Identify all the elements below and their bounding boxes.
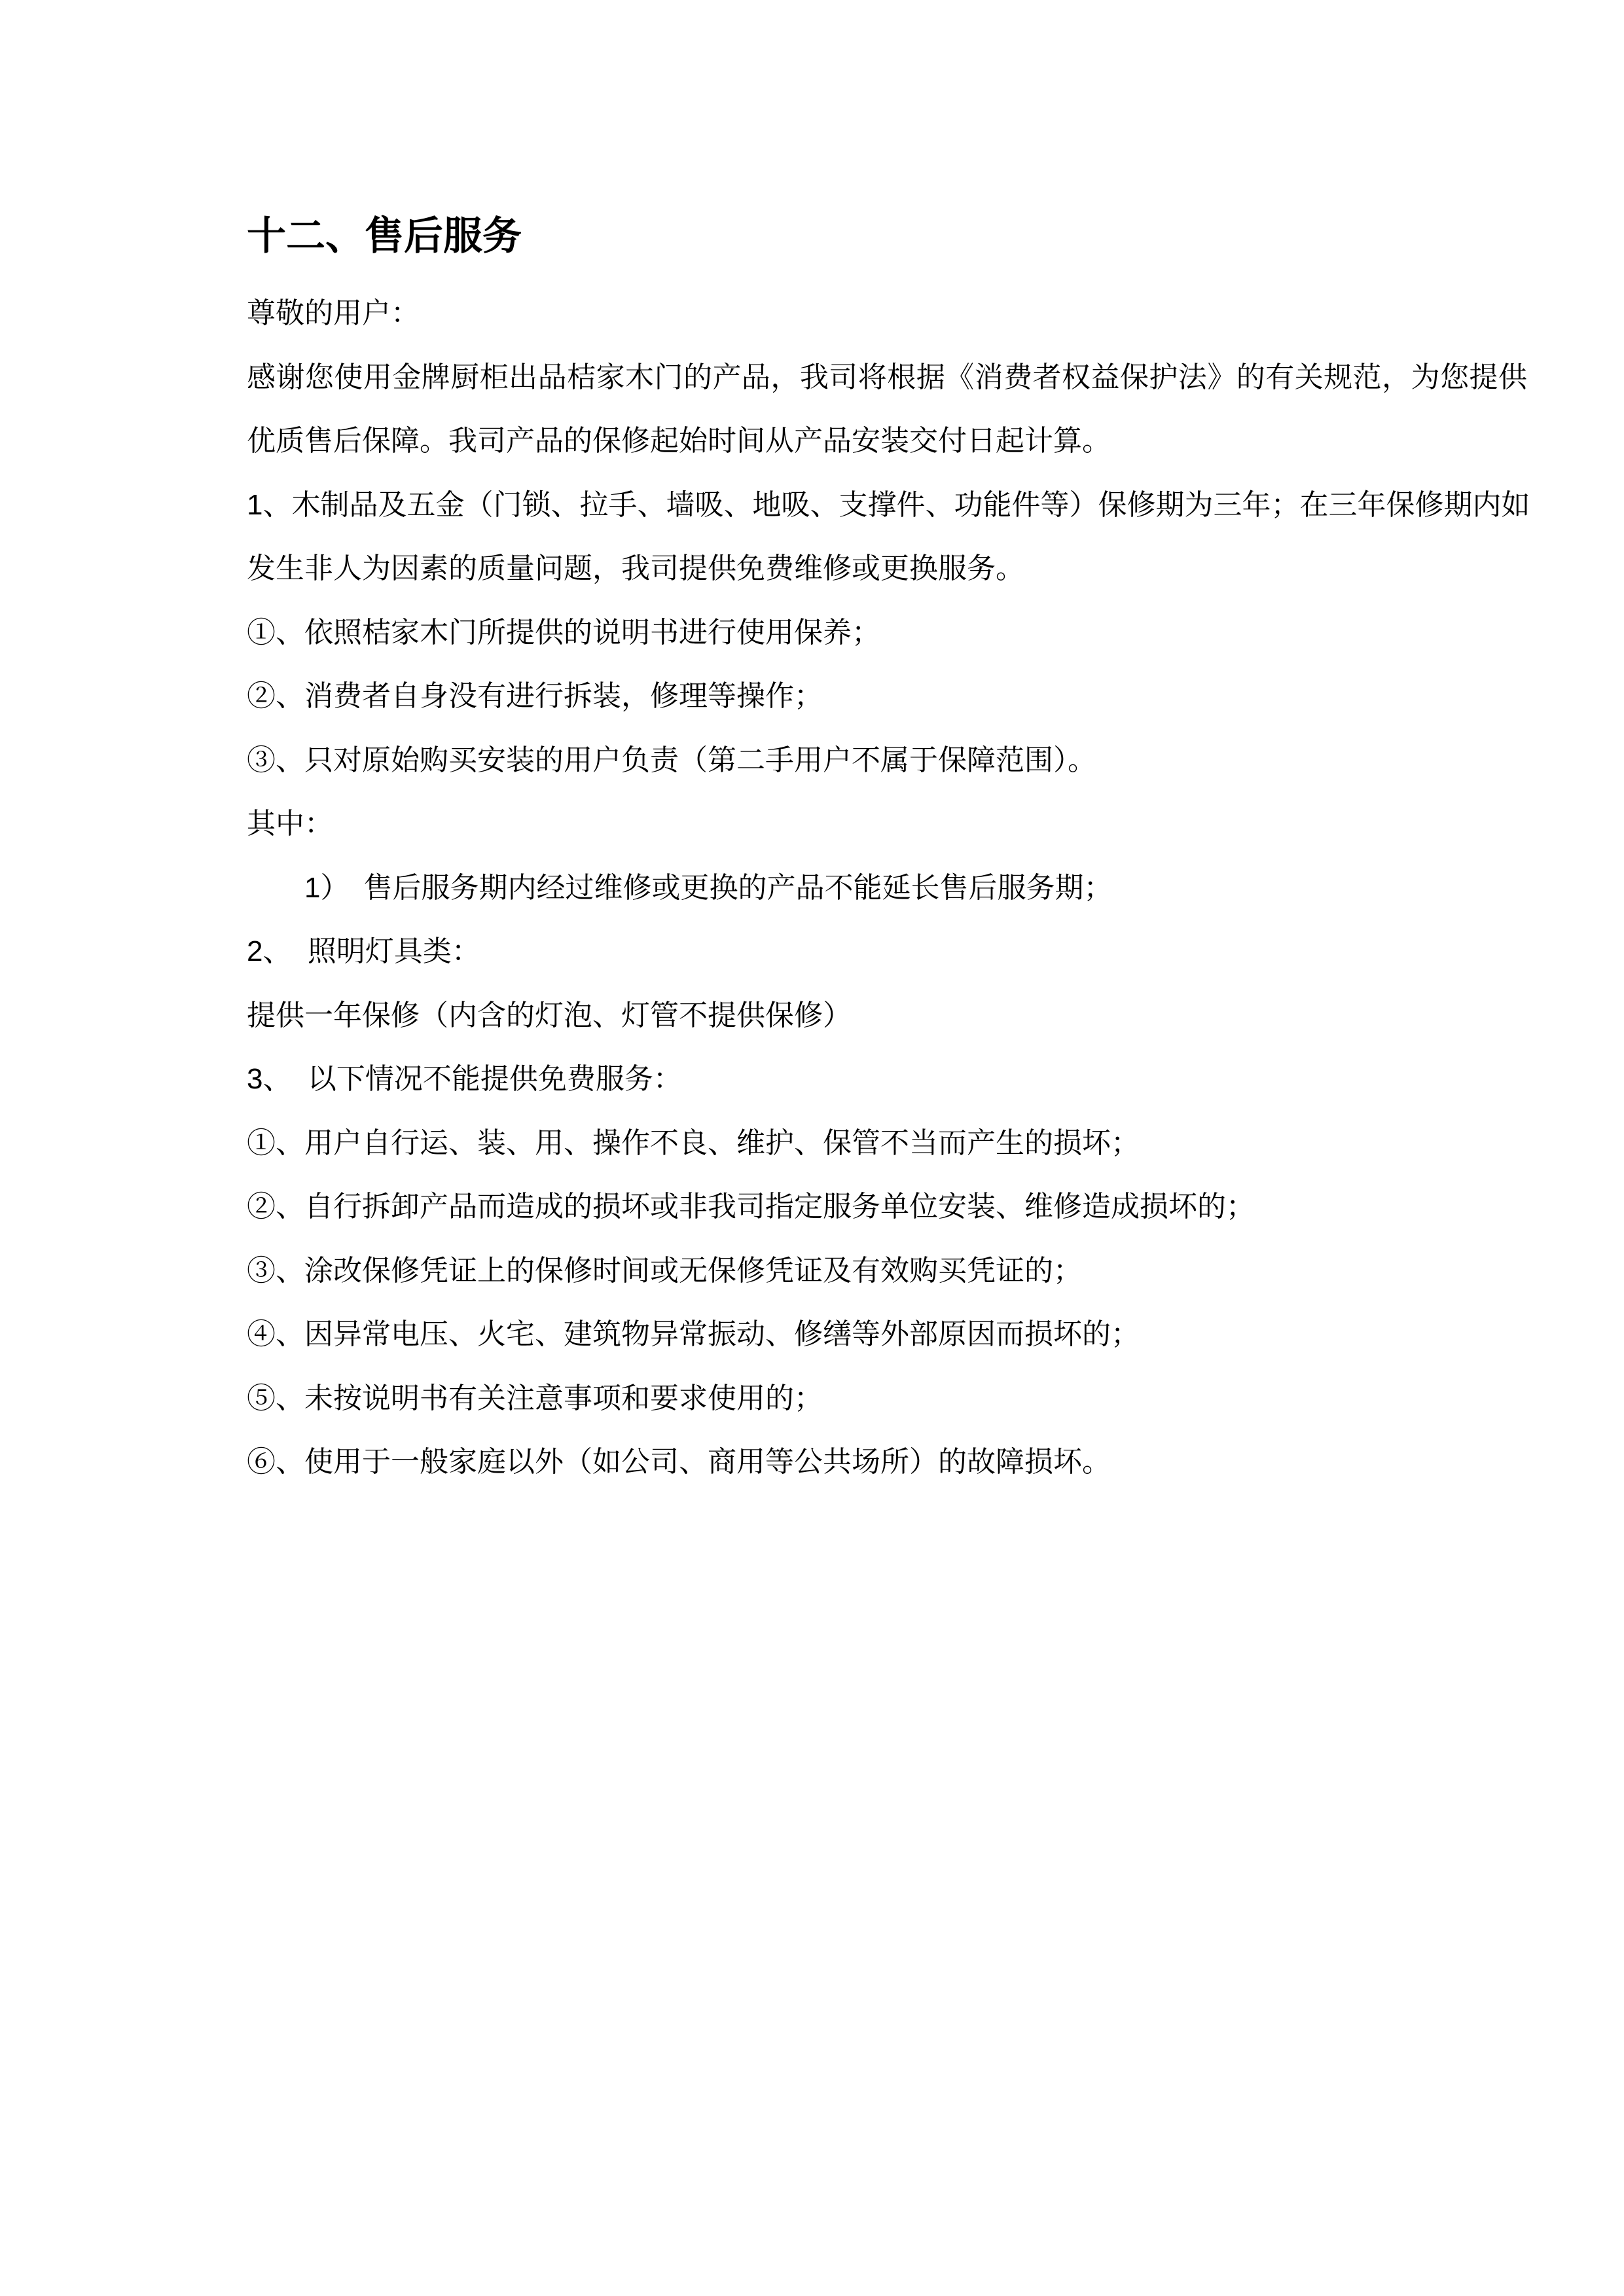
text-line: 提供一年保修（内含的灯泡、灯管不提供保修）	[247, 999, 852, 1031]
text-line: ③、只对原始购买安装的用户负责（第二手用户不属于保障范围）。	[247, 744, 1096, 776]
text-line: 发生非人为因素的质量问题，我司提供免费维修或更换服务。	[247, 552, 1024, 584]
text-line: ②、自行拆卸产品而造成的损坏或非我司指定服务单位安装、维修造成损坏的；	[247, 1191, 1255, 1223]
text-line: 其中：	[247, 808, 333, 840]
text-line: 1） 售后服务期内经过维修或更换的产品不能延长售后服务期；	[247, 871, 1113, 904]
text-line: 3、 以下情况不能提供免费服务：	[247, 1063, 682, 1095]
text-line: ⑥、使用于一般家庭以外（如公司、商用等公共场所）的故障损坏。	[247, 1446, 1111, 1478]
text-line: ①、用户自行运、装、用、操作不良、维护、保管不当而产生的损坏；	[247, 1126, 1140, 1159]
text-line: 尊敬的用户：	[247, 297, 420, 329]
text-line: ②、消费者自身没有进行拆装，修理等操作；	[247, 680, 823, 712]
document-body	[247, 281, 1530, 1494]
section-title: 十二、售后服务	[247, 214, 522, 258]
text-line: 优质售后保障。我司产品的保修起始时间从产品安装交付日起计算。	[247, 425, 1111, 457]
text-line: 2、 照明灯具类：	[247, 935, 480, 967]
text-line: ①、依照桔家木门所提供的说明书进行使用保养；	[247, 616, 880, 649]
text-line: ④、因异常电压、火宅、建筑物异常振动、修缮等外部原因而损坏的；	[247, 1318, 1140, 1350]
text-line: ⑤、未按说明书有关注意事项和要求使用的；	[247, 1382, 823, 1414]
text-line: 1、木制品及五金（门锁、拉手、墙吸、地吸、支撑件、功能件等）保修期为三年；在三年保修期内如	[247, 488, 1530, 521]
text-line: ③、涂改保修凭证上的保修时间或无保修凭证及有效购买凭证的；	[247, 1254, 1082, 1287]
text-line: 感谢您使用金牌厨柜出品桔家木门的产品，我司将根据《消费者权益保护法》的有关规范，为您提供	[247, 361, 1527, 393]
